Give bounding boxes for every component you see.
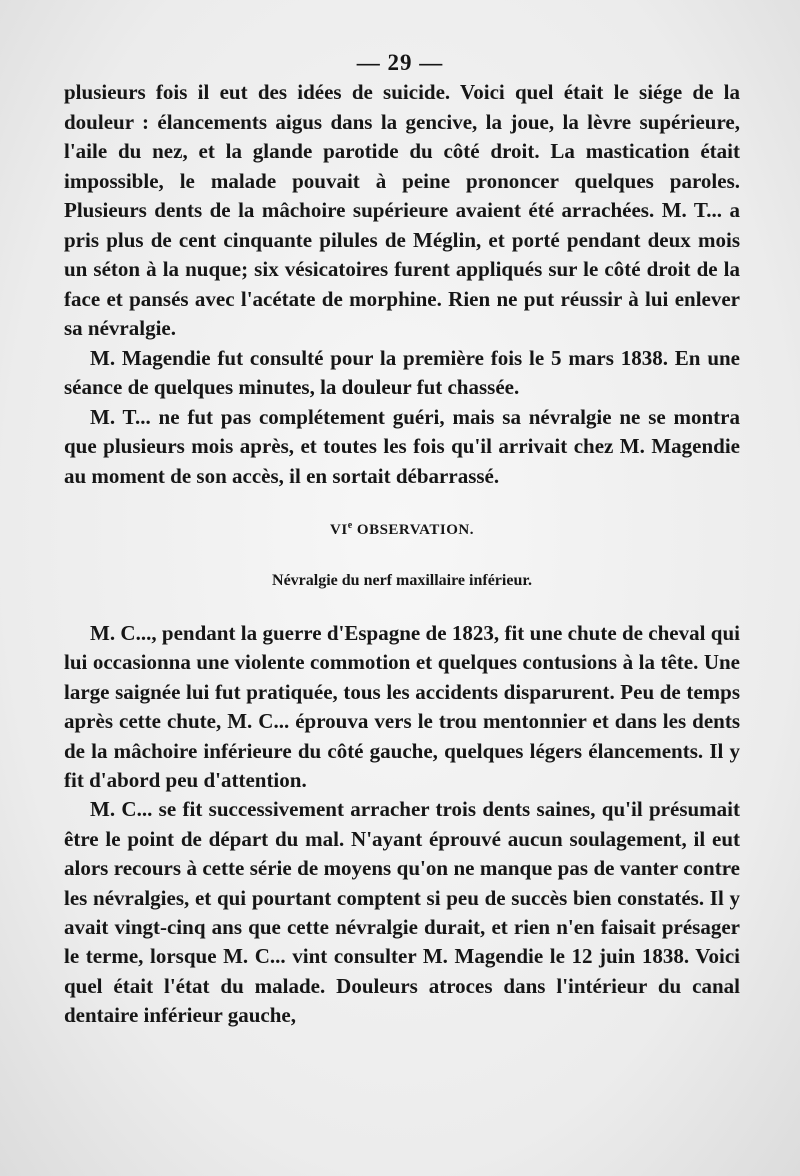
observation-label: OBSERVATION. (356, 522, 474, 538)
paragraph: M. C... se fit successivement arracher trois dents saines, qu'il présumait être le point de départ du mal. N'ayant éprouvé aucun soulagement, il eut alors recours à cette série de moyens qu'on ne manque pas de vanter contre les névralgies, et qui pourtant comptent si peu de succès bien constatés. Il y avait vingt-cinq ans que cette névralgie durait, et rien n'en faisait présager le terme, lorsque M. C... vint consulter M. Magendie le 12 juin 1838. Voici quel était l'état du malade. Douleurs atroces dans l'intérieur du canal dentaire inférieur gauche, (64, 797, 740, 1028)
page-body (64, 78, 740, 1031)
observation-heading (64, 511, 740, 546)
observation-subtitle: Névralgie du nerf maxillaire inférieur. (272, 571, 532, 589)
paragraph: M. Magendie fut consulté pour la première fois le 5 mars 1838. En une séance de quelques minutes, la douleur fut chassée. (64, 345, 740, 399)
observation-body (64, 619, 740, 1031)
observation-suffix: e (347, 520, 353, 531)
page-number: — 29 — (356, 50, 444, 75)
paragraph: M. T... ne fut pas complétement guéri, mais sa névralgie ne se montra que plusieurs mois après, et toutes les fois qu'il arrivait chez M. Magendie au moment de son accès, il en sortait débarrassé. (64, 404, 740, 488)
observation-numeral: VI (330, 522, 348, 538)
paragraph: plusieurs fois il eut des idées de suicide. Voici quel était le siége de la douleur : élancements aigus dans la gencive, la joue, la lèvre supérieure, l'aile du nez, et la glande parotide du côté droit. La mastication était impossible, le malade pouvait à peine prononcer quelques paroles. Plusieurs dents de la mâchoire supérieure avaient été arrachées. M. T... a pris plus de cent cinquante pilules de Méglin, et porté pendant deux mois un séton à la nuque; six vésicatoires furent appliqués sur le côté droit de la face et pansés avec l'acétate de morphine. Rien ne put réussir à lui enlever sa névralgie. (64, 80, 740, 340)
paragraph: M. C..., pendant la guerre d'Espagne de 1823, fit une chute de cheval qui lui occasionna une violente commotion et quelques contusions à la tête. Une large saignée lui fut pratiquée, tous les accidents disparurent. Peu de temps après cette chute, M. C... éprouva vers le trou mentonnier et dans les dents de la mâchoire inférieure du côté gauche, quelques légers élancements. Il y fit d'abord peu d'attention. (64, 621, 740, 793)
